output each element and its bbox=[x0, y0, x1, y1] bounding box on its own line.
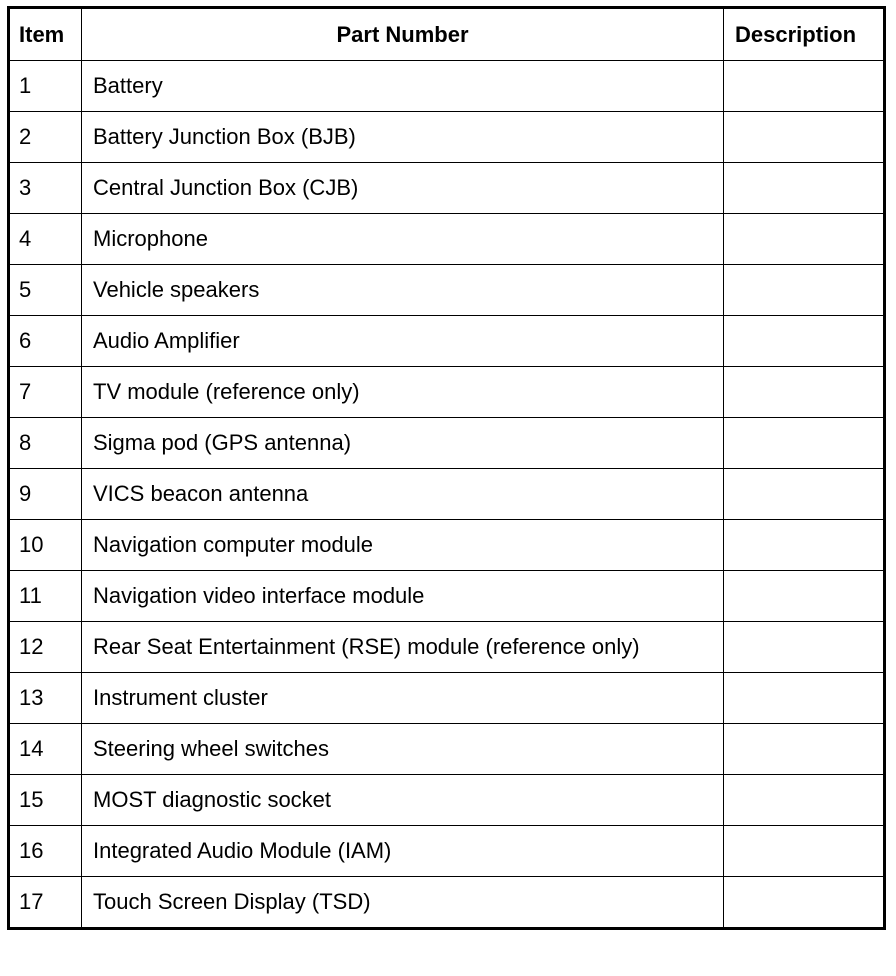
part-number-cell: Sigma pod (GPS antenna) bbox=[82, 418, 724, 469]
description-cell bbox=[724, 775, 885, 826]
description-cell bbox=[724, 826, 885, 877]
item-number-cell: 1 bbox=[9, 61, 82, 112]
part-number-cell: Touch Screen Display (TSD) bbox=[82, 877, 724, 929]
table-row bbox=[9, 622, 885, 673]
item-number-cell: 4 bbox=[9, 214, 82, 265]
header-description: Description bbox=[724, 8, 885, 61]
item-number-cell: 7 bbox=[9, 367, 82, 418]
description-cell bbox=[724, 571, 885, 622]
description-cell bbox=[724, 214, 885, 265]
table-row bbox=[9, 418, 885, 469]
table-row bbox=[9, 826, 885, 877]
item-number-cell: 13 bbox=[9, 673, 82, 724]
description-cell bbox=[724, 418, 885, 469]
item-number-cell: 3 bbox=[9, 163, 82, 214]
part-number-cell: Central Junction Box (CJB) bbox=[82, 163, 724, 214]
part-number-cell: Integrated Audio Module (IAM) bbox=[82, 826, 724, 877]
item-number-cell: 15 bbox=[9, 775, 82, 826]
parts-table bbox=[7, 6, 886, 930]
table-row bbox=[9, 163, 885, 214]
item-number-cell: 17 bbox=[9, 877, 82, 929]
part-number-cell: Vehicle speakers bbox=[82, 265, 724, 316]
description-cell bbox=[724, 877, 885, 929]
table-row bbox=[9, 775, 885, 826]
table-row bbox=[9, 571, 885, 622]
header-part-number: Part Number bbox=[82, 8, 724, 61]
part-number-cell: Navigation computer module bbox=[82, 520, 724, 571]
item-number-cell: 2 bbox=[9, 112, 82, 163]
description-cell bbox=[724, 724, 885, 775]
table-row bbox=[9, 367, 885, 418]
part-number-cell: Steering wheel switches bbox=[82, 724, 724, 775]
item-number-cell: 6 bbox=[9, 316, 82, 367]
part-number-cell: Navigation video interface module bbox=[82, 571, 724, 622]
table-row bbox=[9, 877, 885, 929]
part-number-cell: Rear Seat Entertainment (RSE) module (reference only) bbox=[82, 622, 724, 673]
description-cell bbox=[724, 61, 885, 112]
part-number-cell: Battery Junction Box (BJB) bbox=[82, 112, 724, 163]
header-row bbox=[9, 8, 885, 61]
description-cell bbox=[724, 520, 885, 571]
table-row bbox=[9, 61, 885, 112]
part-number-cell: VICS beacon antenna bbox=[82, 469, 724, 520]
table-row bbox=[9, 112, 885, 163]
table-row bbox=[9, 265, 885, 316]
item-number-cell: 14 bbox=[9, 724, 82, 775]
part-number-cell: Microphone bbox=[82, 214, 724, 265]
header-item: Item bbox=[9, 8, 82, 61]
table-header bbox=[9, 8, 885, 61]
description-cell bbox=[724, 622, 885, 673]
item-number-cell: 9 bbox=[9, 469, 82, 520]
table-row bbox=[9, 214, 885, 265]
description-cell bbox=[724, 673, 885, 724]
description-cell bbox=[724, 316, 885, 367]
item-number-cell: 12 bbox=[9, 622, 82, 673]
part-number-cell: MOST diagnostic socket bbox=[82, 775, 724, 826]
table-row bbox=[9, 469, 885, 520]
description-cell bbox=[724, 367, 885, 418]
table-row bbox=[9, 520, 885, 571]
description-cell bbox=[724, 469, 885, 520]
item-number-cell: 10 bbox=[9, 520, 82, 571]
table-row bbox=[9, 673, 885, 724]
item-number-cell: 16 bbox=[9, 826, 82, 877]
item-number-cell: 5 bbox=[9, 265, 82, 316]
part-number-cell: Audio Amplifier bbox=[82, 316, 724, 367]
table-body bbox=[9, 61, 885, 929]
item-number-cell: 11 bbox=[9, 571, 82, 622]
part-number-cell: Instrument cluster bbox=[82, 673, 724, 724]
description-cell bbox=[724, 163, 885, 214]
description-cell bbox=[724, 265, 885, 316]
description-cell bbox=[724, 112, 885, 163]
part-number-cell: TV module (reference only) bbox=[82, 367, 724, 418]
part-number-cell: Battery bbox=[82, 61, 724, 112]
table-row bbox=[9, 724, 885, 775]
item-number-cell: 8 bbox=[9, 418, 82, 469]
table-row bbox=[9, 316, 885, 367]
